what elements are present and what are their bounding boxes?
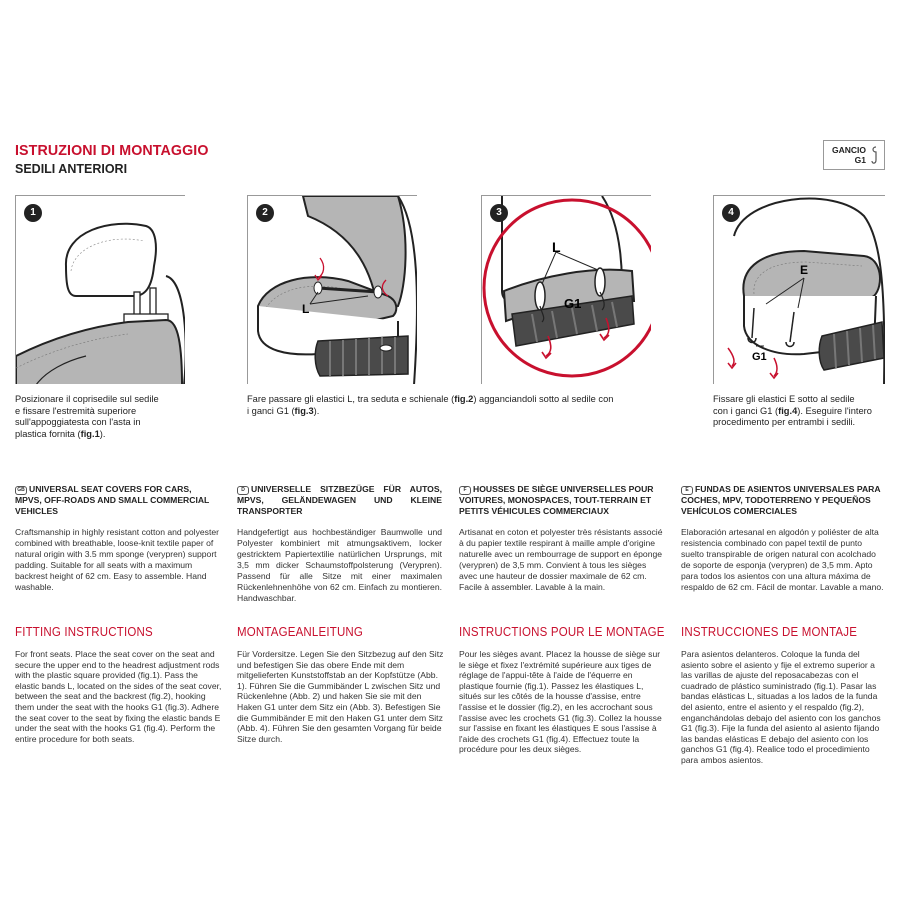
figure-4-number: 4 [722,204,740,222]
instructions-heading: INSTRUCCIONES DE MONTAJE [681,625,858,639]
caption-figure-1: Posizionare il coprisedile sul sedile e fissare l'estremità superiore sull'appoggiatesta con l'asta in plastica fornita (fig.1). [15,394,159,439]
section-body: Artisanat en coton et polyester très résistants associé à du papier textile respirant à maille ample d'origine naturelle avec un rembourrage de support en éponge (verypren) de 3,5 mm. Convient à tous les sièges avec une hauteur de dossier maximale de 62 cm. Facile à assembler. Lavable à la main. [459,527,663,592]
figure-2-number: 2 [256,204,274,222]
figure-4 [713,195,885,384]
section-french [459,484,664,593]
section-body: Handgefertigt aus hochbeständiger Baumwolle und Polyester kombiniert mit atmungsaktivem, locker gestricktem Papiertextilie natürlichen Ursprungs, mit 3,5 mm dicker Schaumstoffpolsterung (Verypren). Passend für alle Sitze mit einer maximalen Rückenlehnenhöhe von 62 cm. Einfach zu montieren. Handwaschbar. [237,527,442,603]
figure-3-number: 3 [490,204,508,222]
figure-3-illustration [482,196,651,384]
section-heading: HOUSSES DE SIÈGE UNIVERSELLES POUR VOITURES, MONOSPACES, TOUT-TERRAIN ET PETITS VÉHICULES COMMERCIAUX [459,484,654,516]
figure-1 [15,195,185,384]
page-title: ISTRUZIONI DI MONTAGGIO [15,142,209,159]
section-heading: FUNDAS DE ASIENTOS UNIVERSALES PARA COCHES, MPV, TODOTERRENO Y PEQUEÑOS VEHÍCULOS COMERCIALES [681,484,881,516]
figure-4-label-g1: G1 [752,351,767,363]
section-heading: UNIVERSAL SEAT COVERS FOR CARS, MPVS, OFF-ROADS AND SMALL COMMERCIAL VEHICLES [15,484,210,516]
flag-gb-icon: GB [15,486,27,495]
section-body: Elaboración artesanal en algodón y poliéster de alta resistencia combinado con papel textil de punto suelto transpirable de origen natural con acolchado de soporte de esponja (verypren) de 3,5 mm. Apto para todos los asientos con una altura máxima de respaldo de 62 cm. Fácil de montar. Lavable a mano. [681,527,884,592]
figure-3-label-g1: G1 [564,296,582,311]
section-english [15,484,220,593]
figure-3-label-l: L [552,239,561,255]
instructions-body: For front seats. Place the seat cover on the seat and secure the upper end to the headrest adjustment rods with the plastic square provided (fig.1). Pass the elastic bands L, located on the sides of the seat cover, between the seat and the backrest (fig.2), hooking them under the seat with the hooks G1 (fig.3). Adhere the seat cover to the seat by fixing the elastic bands E under the seat with the hooks G1 (fig.4). Perform the entire procedure for both seats. [15,649,222,744]
hook-legend-code: G1 [854,155,866,165]
hook-legend [823,140,885,170]
instructions-heading: MONTAGEANLEITUNG [237,625,364,639]
instructions-body: Para asientos delanteros. Coloque la funda del asiento sobre el asiento y fije el extremo superior a las varillas de ajuste del reposacabezas con el cuadrado de plástico suministrado (fig.1). Pasar las bandas elásticas L, situadas a los lados de la funda del asiento, entre el asiento y el respaldo (fig.2), enganchándolas debajo del asiento con los ganchos G1 (fig.3). Fije la funda del asiento al asiento fijando las bandas elásticas E debajo del asiento con los ganchos G1 (fig.4). Realice todo el procedimiento para ambos asientos. [681,649,881,765]
figure-4-label-e: E [800,263,809,277]
instructions-heading: FITTING INSTRUCTIONS [15,625,153,639]
figure-2-illustration [248,196,417,384]
caption-figure-2-3: Fare passare gli elastici L, tra seduta e schienale (fig.2) agganciandoli sotto al sedile con i ganci G1 (fig.3). [247,394,614,416]
hook-icon [870,145,882,167]
figure-1-number: 1 [24,204,42,222]
instructions-heading: INSTRUCTIONS POUR LE MONTAGE [459,625,665,639]
figure-2-label-l: L [302,302,310,316]
figure-3 [481,195,651,384]
section-body: Craftsmanship in highly resistant cotton and polyester combined with breathable, loose-knit textile paper of natural origin with 3.5 mm sponge (verypren) support padding. Suitable for all seats with a maximum backrest height of 62 cm. Easy to assemble. Hand washable. [15,527,219,592]
figure-4-illustration [714,196,885,384]
flag-e-icon: E [681,486,693,495]
flag-f-icon: F [459,486,471,495]
section-spanish [681,484,886,593]
instructions-spanish [681,625,888,766]
page-subtitle: SEDILI ANTERIORI [15,162,128,176]
flag-d-icon: D [237,486,249,495]
instructions-french [459,625,666,755]
hook-legend-label: GANCIO [832,145,866,155]
section-heading: UNIVERSELLE SITZBEZÜGE FÜR AUTOS, MPVS, GELÄNDEWAGEN UND KLEINE TRANSPORTER [237,484,442,516]
instructions-english [15,625,222,744]
instructions-body: Für Vordersitze. Legen Sie den Sitzbezug auf den Sitz und befestigen Sie das obere Ende mit dem mitgelieferten Kunststoffstab an der Kopfstütze (Abb. 1). Führen Sie die Gummibänder L zwischen Sitz und Rückenlehne (Abb. 2) und haken Sie sie mit den Haken G1 unter dem Sitz ein (Abb. 3). Befestigen Sie die Gummibänder E mit den Haken G1 unter dem Sitz (Abb. 4). Führen Sie den gesamten Vorgang für beide Sitze durch. [237,649,444,744]
figure-1-illustration [16,196,185,384]
figure-2 [247,195,417,384]
section-german [237,484,442,604]
instructions-body: Pour les sièges avant. Placez la housse de siège sur le siège et fixez l'extrémité supérieure aux tiges de réglage de l'appui-tête à l'aide de l'équerre en plastique fournie (fig.1). Passez les élastiques L, situés sur les côtés de la housse d'assise, entre l'assise et le dossier (fig.2), en les accrochant sous l'assise avec les crochets G1 (fig.3). Collez la housse sur l'assise en fixant les élastiques E sous l'assise à l'aide des crochets G1 (fig.4). Effectuez toute la procédure pour les deux sièges. [459,649,662,755]
caption-figure-4: Fissare gli elastici E sotto al sedile con i ganci G1 (fig.4). Eseguire l'intero procedimento per entrambi i sedili. [713,394,872,428]
instructions-german [237,625,444,744]
